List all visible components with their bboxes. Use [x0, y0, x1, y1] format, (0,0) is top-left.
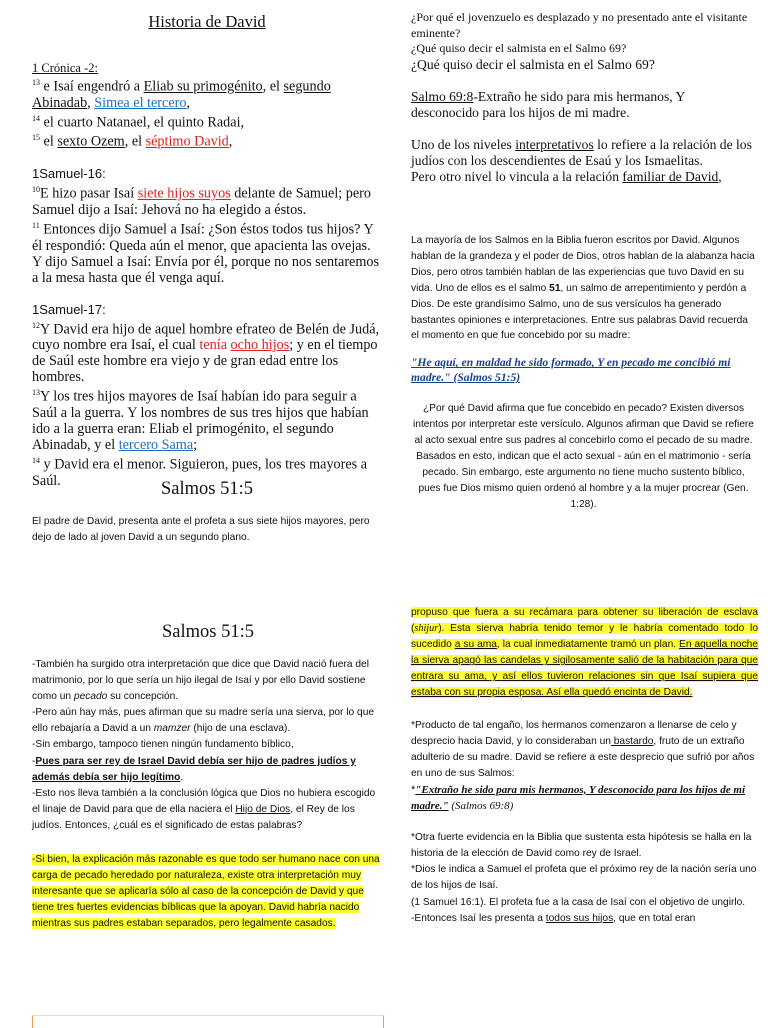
padre-presenta-text: El padre de David, presenta ante el profeta a sus siete hijos mayores, pero dejo de lado al joven David a un segundo plano. [32, 516, 370, 543]
question-jovenzuelo: ¿Por qué el jovenzuelo es desplazado y no presentado ante el visitante eminente? [411, 10, 748, 40]
conclusion-logica: -Esto nos lleva también a la conclusión lógica que Dios no hubiera escogido el linaje de David para que de ella naciera el Hijo de Dios, el Rey de los judíos. Entonces, ¿cuál es el significado de estas palabras? [32, 787, 376, 831]
verse-samuel16-10: $^{10}$E hizo pasar Isaí siete hijos suyos delante de Samuel; pero Samuel dijo a Isaí: Jehová no ha elegido a éstos. [32, 185, 371, 218]
niveles-interpretativos: Uno de los niveles interpretativos lo refiere a la relación de los judíos con los descendientes de Esaú y los Ismaelitas. [411, 136, 752, 168]
section-title-salmos-51-5: Salmos 51:5 [161, 479, 253, 499]
panel-salmo-51-explicacion [411, 233, 756, 578]
panel-salmo-69 [411, 10, 756, 210]
section-title-salmos-51-5-b: Salmos 51:5 [162, 622, 254, 642]
verse-cronica-13: $^{13}$ e Isaí engendró a Eliab su primogénito, el segundo Abinadab, Simea el tercero, [32, 78, 331, 111]
interpretacion-sierva: -Pero aún hay más, pues afirman que su madre sería una sierva, por lo que ello rebajaría a David a un mamzer (hijo de una esclava). [32, 707, 375, 735]
panel-interpretaciones [32, 621, 384, 1024]
interpretacion-fuera-matrimonio: -También ha surgido otra interpretación que dice que David nació fuera del matrimonio, por lo que sería un hijo ilegal de Isaí y por ello David sostiene como un pecado su concepción. [32, 659, 369, 703]
isai-presenta-hijos: -Entonces Isaí les presenta a todos sus hijos, que en total eran [411, 912, 696, 924]
rey-israel-requisito: -Pues para ser rey de Israel David debía ser hijo de padres judíos y además debía ser hijo legítimo. [32, 755, 356, 783]
cronica-heading: 1 Crónica -2: [32, 61, 98, 75]
dios-indica-samuel: *Dios le indica a Samuel el profeta que el próximo rey de la nación sería uno de los hijos de Isaí. [411, 864, 757, 892]
explicacion-razonable: -Si bien, la explicación más razonable es que todo ser humano nace con una carga de pecado heredado por naturaleza, existe otra interpretación muy interesante que se aplicaría sólo al caso de la concepción de David y que tiene tres fuertes evidencias bíblicas que la apoyan. David habría nacido mientras sus padres estaban separados, pero legalmente casados. [32, 854, 380, 930]
salmo-69-8: Salmo 69:8-Extraño he sido para mis hermanos, Y desconocido para los hijos de mi madre. [411, 88, 685, 120]
panel-engano [411, 605, 758, 1024]
salmo-51-quote: "He aquí, en maldad he sido formado, Y en pecado me concibió mi madre." (Salmos 51:5) [411, 356, 731, 385]
verse-samuel17-12: $^{12}$Y David era hijo de aquel hombre efrateo de Belén de Judá, cuyo nombre era Isaí, el cual tenía ocho hijos; y en el tiempo de Saúl este hombre era viejo y de gran edad entre los hombres. [32, 320, 380, 386]
question-salmo-69-a: ¿Qué quiso decir el salmista en el Salmo 69? [411, 41, 627, 55]
samuel17-heading: 1Samuel-17: [32, 301, 106, 317]
samuel16-heading: 1Samuel-16: [32, 166, 106, 182]
verse-samuel17-14: $^{14}$ y David era el menor. Siguieron, pues, los tres mayores a Saúl. [32, 456, 368, 489]
verse-samuel16-11: $^{11}$ Entonces dijo Samuel a Isaí: ¿Son éstos todos tus hijos? Y él respondió: Queda aún el menor, que apacienta las ovejas. Y dijo Samuel a Isaí: Envía por él, porque no nos sentaremos a la mesa hasta que él venga aquí. [32, 220, 379, 286]
sin-fundamento: -Sin embargo, tampoco tienen ningún fundamento bíblico, [32, 739, 294, 751]
plan-sierva-text: propuso que fuera a su recámara para obtener su liberación de esclava (shijur). Esta sierva habría tenido temor y le habría comentado todo lo sucedido a su ama, la cual inmediatamente tramó un plan. En aquella noche la sierva apagó las candelas y sigilosamente salió de la habitación para que entrara su ama, y así ellos tuvieron relaciones sin que Isaí supiera que estaba con su propia esposa. Así ella quedó encinta de David. [411, 607, 759, 699]
panel-salmos-51-intro [32, 478, 382, 578]
question-salmo-69-b: ¿Qué quiso decir el salmista en el Salmo 69? [411, 56, 655, 72]
verse-cronica-15: $^{15}$ el sexto Ozem, el séptimo David, [32, 133, 233, 151]
otro-nivel: Pero otro nivel lo vincula a la relación familiar de David, [411, 168, 722, 184]
otra-evidencia: *Otra fuerte evidencia en la Biblia que sustenta esta hipótesis se halla en la historia de la elección de David como rey de Israel. [411, 832, 752, 860]
profeta-casa-isai: (1 Samuel 16:1). El profeta fue a la casa de Isaí con el objetivo de ungirlo. [411, 896, 746, 908]
verse-samuel17-13: $^{13}$Y los tres hijos mayores de Isaí habían ido para seguir a Saúl a la guerra. Y los nombres de sus tres hijos que habían ido a la guerra eran: Eliab el primogénito, el segundo Abinadab, y el tercero Sama; [32, 388, 369, 454]
verse-cronica-14: $^{14}$ el cuarto Natanael, el quinto Radai, [32, 113, 245, 131]
producto-engano: *Producto de tal engaño, los hermanos comenzaron a llenarse de celo y desprecio hacia David, y lo consideraban un bastardo, fruto de un extraño adulterio de su madre. David se refiere a este desprecio que sufrió por años en uno de sus Salmos: [411, 719, 755, 779]
salmo-69-8-quote: *"Extraño he sido para mis hermanos, Y desconocido para los hijos de mi madre." (Salmos 69:8) [411, 783, 746, 813]
concebido-pecado-text: ¿Por qué David afirma que fue concebido en pecado? Existen diversos intentos por interpretar este versículo. Algunos afirman que David se refiere al acto sexual entre sus padres al concebirlo como el pecado de su madre. Basados en esto, indican que el acto sexual - aún en el matrimonio - sería pecado. Sin embargo, este argumento no tiene mucho sustento bíblico, pues fue Dios mismo quien ordenó al hombre y a la mujer procrear (Gen. 1:28). [413, 403, 754, 510]
salmos-intro-text: La mayoría de los Salmos en la Biblia fueron escritos por David. Algunos hablan de la grandeza y el poder de Dios, otros hablan de la alabanza hacia Dios, pero otros también hablan de las experiencias que tuvo David en su vida. Uno de ellos es el salmo 51, un salmo de arrepentimiento y perdón a Dios. De este grandísimo Salmo, uno de sus versículos ha generado bastantes opiniones e interpretaciones. Entre sus palabras David recuerda el momento en que fue concebido por su madre: [411, 235, 755, 342]
next-box-edge [32, 1015, 384, 1028]
page-title: Historia de David [148, 12, 266, 31]
